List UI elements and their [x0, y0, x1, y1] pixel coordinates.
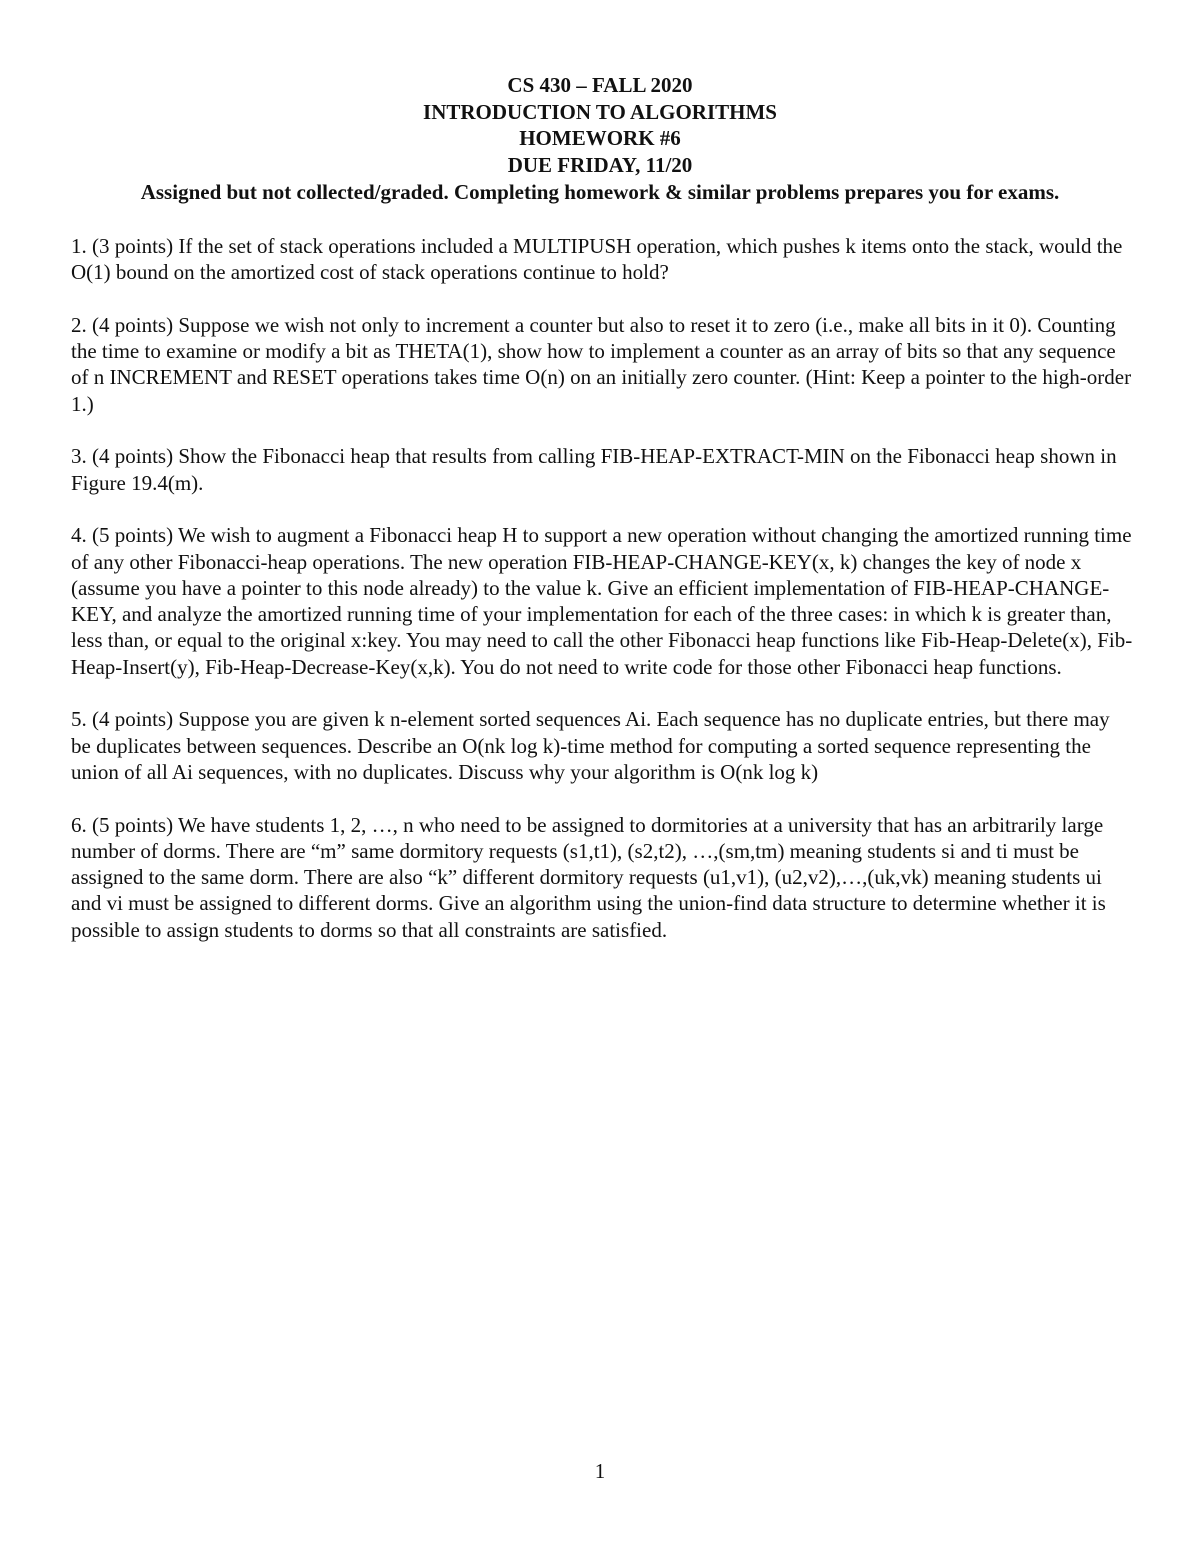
- document-header: [0, 72, 1200, 206]
- course-title: CS 430 – FALL 2020: [507, 73, 693, 97]
- homework-number: HOMEWORK #6: [519, 126, 681, 150]
- problem-1: 1. (3 points) If the set of stack operations included a MULTIPUSH operation, which pushes k items onto the stack, would the O(1) bound on the amortized cost of stack operations continue to hold?: [71, 234, 1123, 285]
- problem-list: [71, 233, 1133, 943]
- page-number: 1: [594, 1459, 606, 1483]
- problem-6: 6. (5 points) We have students 1, 2, …, n who need to be assigned to dormitories at a university that has an arbitrarily large number of dorms. There are “m” same dormitory requests (s1,t1), (s2,t2), …,(sm,tm) meaning students si and ti must be assigned to the same dorm. There are also “k” different dormitory requests (u1,v1), (u2,v2),…,(uk,vk) meaning students ui and vi must be assigned to different dorms. Give an algorithm using the union-find data structure to determine whether it is possible to assign students to dorms so that all constraints are satisfied.: [71, 812, 1106, 942]
- problem-5: 5. (4 points) Suppose you are given k n-element sorted sequences Ai. Each sequence has no duplicate entries, but there may be duplicates between sequences. Describe an O(nk log k)-time method for computing a sorted sequence representing the union of all Ai sequences, with no duplicates. Discuss why your algorithm is O(nk log k): [71, 707, 1110, 784]
- due-date: DUE FRIDAY, 11/20: [507, 152, 693, 177]
- problem-4: 4. (5 points) We wish to augment a Fibonacci heap H to support a new operation without changing the amortized running time of any other Fibonacci-heap operations. The new operation FIB-HEAP-CHANGE-KEY(x, k) changes the key of node x (assume you have a pointer to this node already) to the value k. Give an efficient implementation of FIB-HEAP-CHANGE-KEY, and analyze the amortized running time of your implementation for each of the three cases: in which k is greater than, less than, or equal to the original x:key. You may need to call the other Fibonacci heap functions like Fib-Heap-Delete(x), Fib-Heap-Insert(y), Fib-Heap-Decrease-Key(x,k). You do not need to write code for those other Fibonacci heap functions.: [71, 523, 1133, 679]
- assignment-note: Assigned but not collected/graded. Completing homework & similar problems prepares you for exams.: [140, 180, 1060, 204]
- course-name: INTRODUCTION TO ALGORITHMS: [423, 99, 777, 124]
- problem-2: 2. (4 points) Suppose we wish not only to increment a counter but also to reset it to zero (i.e., make all bits in it 0). Counting the time to examine or modify a bit as THETA(1), show how to implement a counter as an array of bits so that any sequence of n INCREMENT and RESET operations takes time O(n) on an initially zero counter. (Hint: Keep a pointer to the high-order 1.): [71, 312, 1132, 416]
- problem-3: 3. (4 points) Show the Fibonacci heap that results from calling FIB-HEAP-EXTRACT-MIN on the Fibonacci heap shown in Figure 19.4(m).: [71, 444, 1117, 495]
